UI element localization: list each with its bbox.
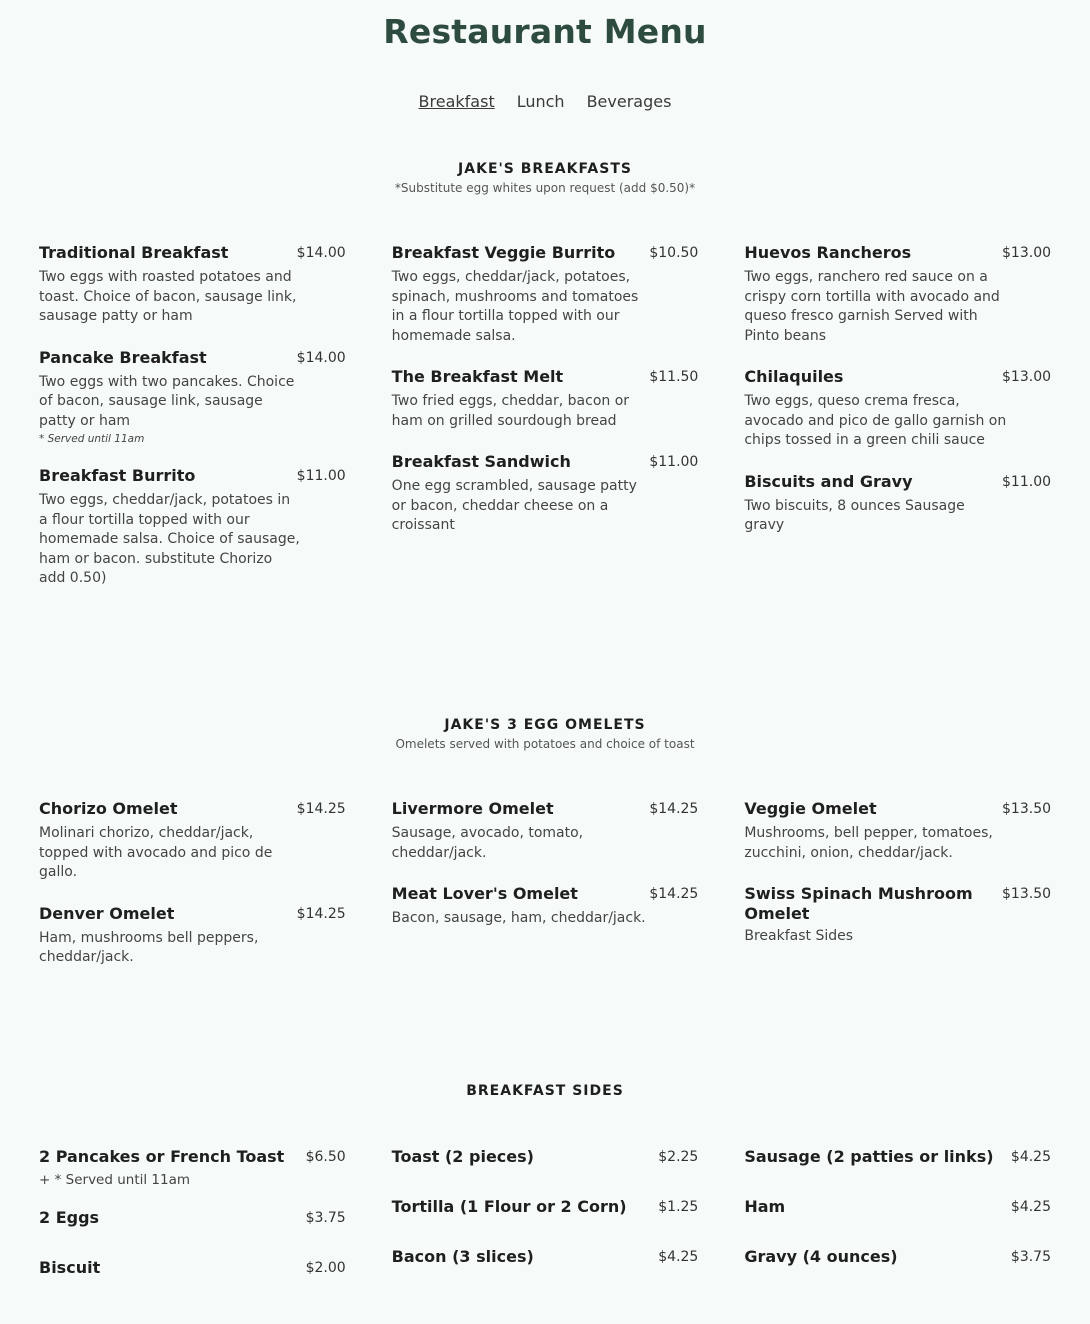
item-price: $13.00 [1002,245,1052,261]
item-name: Traditional Breakfast [39,243,229,262]
menu-item [744,367,1051,451]
item-name: Pancake Breakfast [39,347,207,367]
item-description: Two eggs, queso crema fresca, avocado and pico de gallo garnish on chips tossed in a green chili sauce [744,393,1007,448]
item-price: $4.25 [1010,1199,1052,1215]
menu-column [39,799,346,989]
item-price: $4.25 [1010,1149,1052,1165]
item-price: $13.50 [1002,886,1052,902]
menu-item [392,884,699,929]
item-price: $10.50 [649,245,699,261]
item-description: Two fried eggs, cheddar, bacon or ham on grilled sourdough bread [391,393,630,429]
section-subtitle: Omelets served with potatoes and choice of toast [395,737,695,751]
omelets-section [0,717,1090,751]
omelets-columns [39,799,1051,989]
section-title: BREAKFAST SIDES [466,1083,624,1099]
item-note: + * Served until 11am [39,1172,191,1188]
side-item [392,1147,699,1167]
item-name: Huevos Rancheros [744,243,912,262]
item-name: Ham [744,1197,786,1216]
item-description: Sausage, avocado, tomato, cheddar/jack. [391,825,584,861]
item-price: $3.75 [1010,1249,1052,1265]
section-title: JAKE'S BREAKFASTS [458,161,632,177]
item-name: Denver Omelet [39,903,175,923]
nav-tab-breakfast[interactable]: Breakfast [418,92,495,111]
menu-item [392,799,699,863]
menu-item [39,466,346,589]
menu-item [39,904,346,968]
item-name: Biscuits and Gravy [744,471,913,491]
item-price: $11.00 [296,468,346,484]
item-description: Mushrooms, bell pepper, tomatoes, zucchini, onion, cheddar/jack. [744,825,993,861]
item-name: Breakfast Veggie Burrito [391,243,616,262]
menu-column [39,243,346,610]
item-description: Two eggs, cheddar/jack, potatoes, spinach, mushrooms and tomatoes in a flour tortilla topped with our homemade salsa. [391,269,639,344]
menu-column [39,1147,346,1278]
section-subtitle: *Substitute egg whites upon request (add $0.50)* [394,181,696,195]
item-name: Swiss Spinach Mushroom Omelet [744,884,973,923]
item-description: Ham, mushrooms bell peppers, cheddar/jack. [39,929,259,965]
sides-section [0,1083,1090,1099]
menu-item [744,884,1051,947]
item-name: 2 Eggs [39,1208,100,1227]
item-price: $13.50 [1002,801,1052,817]
menu-item [744,472,1051,536]
item-name: Chilaquiles [744,367,844,386]
breakfasts-columns [39,243,1051,610]
menu-column [392,799,699,989]
side-item [39,1258,346,1278]
menu-column [392,243,699,610]
item-name: Chorizo Omelet [39,799,178,818]
item-note: * Served until 11am [39,433,145,445]
item-name: Bacon (3 slices) [391,1247,534,1266]
item-price: $4.25 [658,1249,699,1265]
item-price: $14.25 [649,801,699,817]
menu-column [744,243,1051,610]
item-price: $13.00 [1002,369,1052,385]
item-price: $14.00 [296,349,346,366]
menu-column [744,1147,1051,1278]
menu-column [744,799,1051,989]
sides-columns [39,1147,1051,1278]
section-title: JAKE'S 3 EGG OMELETS [444,717,646,733]
menu-item [392,452,699,536]
menu-column [392,1147,699,1278]
side-item [744,1197,1051,1217]
menu-item [392,243,699,346]
item-price: $2.25 [658,1149,699,1165]
item-name: Livermore Omelet [391,799,554,818]
menu-item [39,799,346,883]
item-name: Breakfast Burrito [39,466,196,485]
item-price: $14.25 [296,801,346,817]
side-item [392,1247,699,1267]
item-price: $11.00 [649,454,699,470]
nav-tab-lunch[interactable]: Lunch [516,92,565,111]
menu-item [39,243,346,327]
menu-item [744,799,1051,863]
side-item [39,1208,346,1228]
item-name: Sausage (2 patties or links) [744,1147,994,1166]
menu-item [39,348,346,446]
breakfasts-section [0,161,1090,195]
menu-nav [0,92,1090,111]
side-item [39,1147,346,1188]
item-name: Biscuit [39,1258,101,1277]
item-description: Two eggs, cheddar/jack, potatoes in a flour tortilla topped with our homemade salsa. Choice of sausage, ham or bacon. substitute Chorizo add 0.50) [39,492,300,586]
item-description: Bacon, sausage, ham, cheddar/jack. [391,910,646,926]
item-price: $14.25 [649,886,699,902]
item-name: The Breakfast Melt [391,367,564,386]
item-description: Breakfast Sides [744,928,854,944]
item-description: One egg scrambled, sausage patty or bacon, cheddar cheese on a croissant [391,478,637,533]
side-item [744,1147,1051,1167]
item-price: $14.25 [296,905,346,922]
item-description: Two eggs, ranchero red sauce on a crispy corn tortilla with avocado and queso fresco garnish Served with Pinto beans [744,269,1000,344]
page-title: Restaurant Menu [383,12,707,51]
item-name: 2 Pancakes or French Toast [39,1147,285,1166]
item-description: Molinari chorizo, cheddar/jack, topped with avocado and pico de gallo. [39,825,273,880]
item-name: Veggie Omelet [744,799,877,818]
item-price: $3.75 [305,1210,346,1226]
menu-item [744,243,1051,346]
item-description: Two eggs with two pancakes. Choice of bacon, sausage link, sausage patty or ham [39,373,295,429]
item-price: $14.00 [296,245,346,261]
item-name: Gravy (4 ounces) [744,1247,898,1266]
item-price: $11.50 [649,369,699,385]
item-price: $6.50 [305,1149,346,1165]
item-name: Meat Lover's Omelet [391,884,578,903]
item-name: Toast (2 pieces) [391,1147,534,1166]
item-price: $2.00 [305,1260,346,1276]
item-description: Two biscuits, 8 ounces Sausage gravy [744,497,965,533]
item-name: Breakfast Sandwich [391,452,571,471]
item-price: $11.00 [1002,473,1052,490]
item-price: $1.25 [658,1199,699,1215]
menu-item [392,367,699,431]
side-item [744,1247,1051,1267]
nav-tab-beverages[interactable]: Beverages [586,92,672,111]
item-name: Tortilla (1 Flour or 2 Corn) [391,1197,627,1216]
item-description: Two eggs with roasted potatoes and toast. Choice of bacon, sausage link, sausage patty or ham [39,269,297,324]
side-item [392,1197,699,1217]
